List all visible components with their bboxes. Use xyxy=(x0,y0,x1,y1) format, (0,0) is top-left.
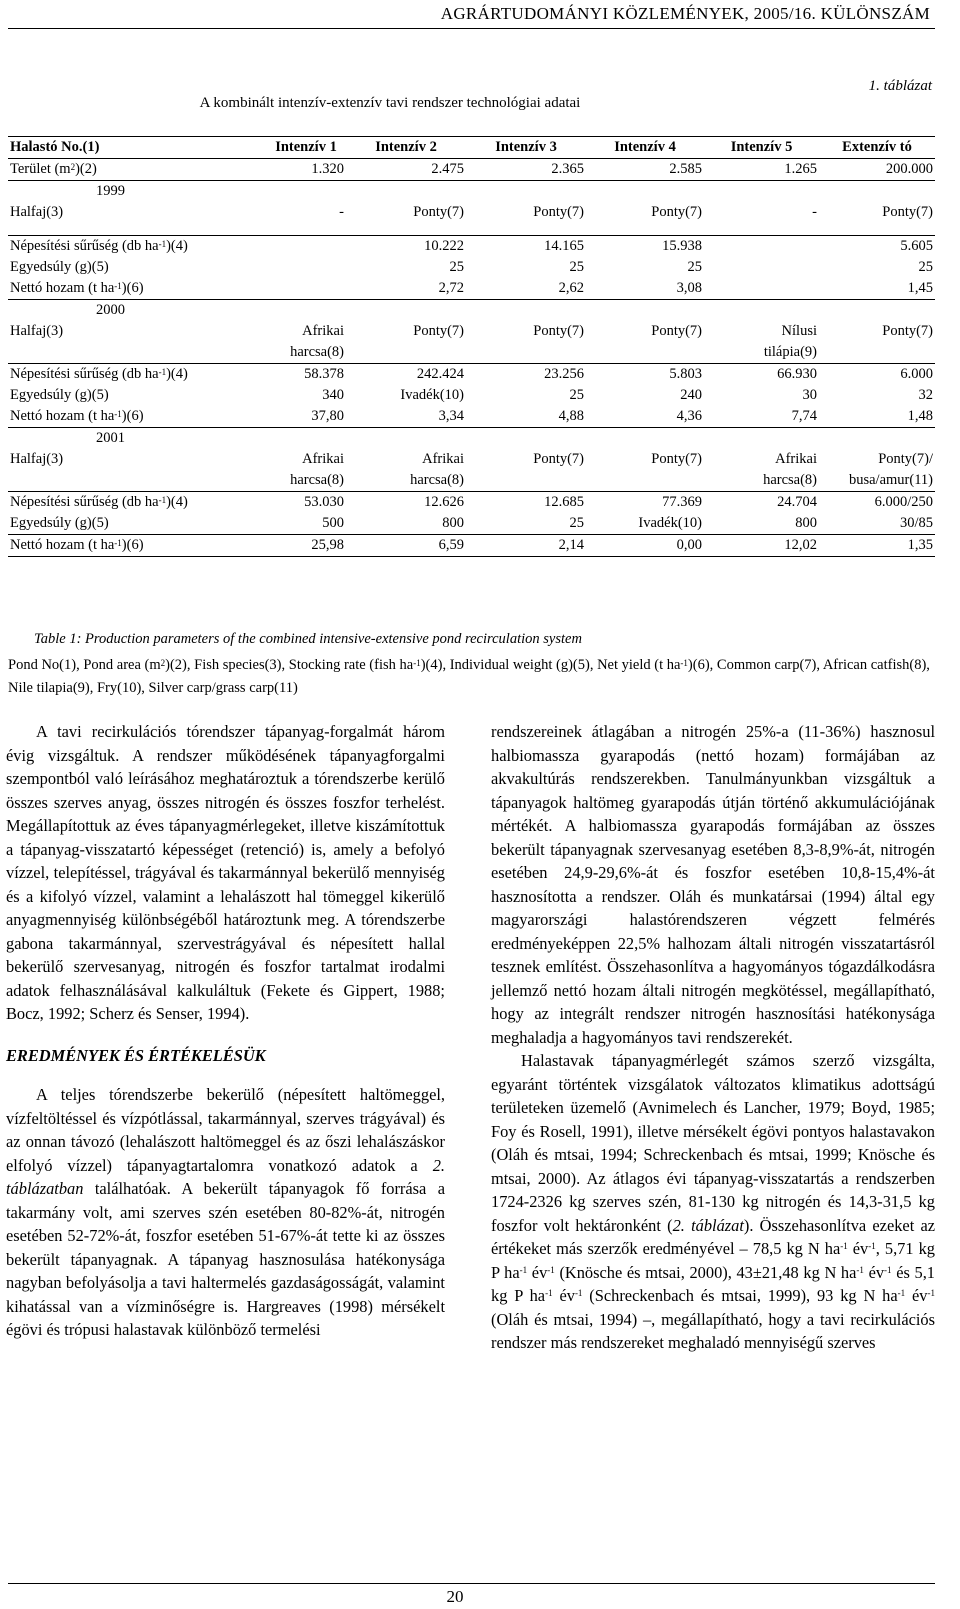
table-cell: 10.222 xyxy=(424,238,464,254)
row-label: Terület $(m^2)(2)$ xyxy=(8,159,266,181)
table-cell: 2,72 xyxy=(346,278,466,300)
row-label: Egyedsúly (g)(5) xyxy=(10,387,109,403)
table-cell: Afrikai xyxy=(302,451,344,467)
table-cell: Afrikai xyxy=(422,451,464,467)
table-cell xyxy=(586,342,704,364)
table-cell: Ponty(7) xyxy=(651,323,702,339)
row-label: Egyedsúly (g)(5) xyxy=(10,259,109,275)
area-row xyxy=(8,159,935,181)
table-cell: 30/85 xyxy=(819,513,935,535)
table-title-wrap xyxy=(0,95,960,112)
table-cell: 5.803 xyxy=(669,366,702,382)
table-cell xyxy=(704,278,819,300)
table-cell: 4,36 xyxy=(586,406,704,428)
table-cell: 25 xyxy=(687,259,702,275)
table-cell: 240 xyxy=(680,387,702,403)
table-cell: harcsa(8) xyxy=(266,470,346,492)
table-cell: 3,08 xyxy=(586,278,704,300)
table-cell: - xyxy=(812,204,817,220)
body-paragraph: Halastavak tápanyagmérlegét számos szerző vizsgálta, egyaránt történtek vizsgálatok változatos klimatikus adottságú területeken üzemelő (Avnimelech és Lancher, 1979; Boyd, 1985; Foy és Rosell, 1991), illetve mérsékelt égövi pontyos halastavakon (Oláh és mtsai, 1994; Schreckenbach és mtsai, 1999; Knösche és mtsai, 2000). Az átlagos évi tápanyag-visszatartás a rendszerben 1724-2326 kg szerves szén, 81-130 kg nitrogén és 14,3-31,5 kg foszfor volt hektáronként (2. táblázat). Összehasonlítva ezeket az értékeket más szerzők eredményével – 78,5 kg N $ha^{-1}$ $év^{-1}$, 5,71 kg P $ha^{-1}$ $év^{-1}$ (Knösche és mtsai, 2000), 43±21,48 kg N $ha^{-1}$ $év^{-1}$ és 5,1 kg P $ha^{-1}$ $év^{-1}$ (Schreckenbach és mtsai, 1999), 93 kg N $ha^{-1}$ $év^{-1}$ (Oláh és mtsai, 1994) –, megállapítható, hogy a tavi recirkulációs rendszer más rendszereket meghaladó mennyiségű szerves xyxy=(491,1051,936,1352)
table-cell: 6.000 xyxy=(900,366,933,382)
left-text-column xyxy=(6,720,445,1342)
table-cell: 1,48 xyxy=(819,406,935,428)
table-cell xyxy=(266,278,346,300)
yield-row-2000 xyxy=(8,406,935,428)
row-label: Népesítési sűrűség (db $ha^{-1})(4)$ xyxy=(10,366,188,382)
table-cell: 12.626 xyxy=(424,494,464,510)
table-cell xyxy=(704,236,819,258)
table-cell: 23.256 xyxy=(544,366,584,382)
table-title: A kombinált intenzív-extenzív tavi rendszer technológiai adatai xyxy=(199,95,581,111)
body-paragraph: rendszereinek átlagában a nitrogén 25%-a (11-36%) hasznosul halbiomassza gyarapodás (nettó hozam) formájában az akvakultúrás rendszerekben. Tanulmányunkban vizsgáltuk a tápanyagok haltömeg gyarapodás útján történő akkumulációjának mértékét. A halbiomassza gyarapodás formájában az összes bekerült tápanyagnak szervesanyag esetében 8,3-8,9%-át, nitrogén esetében 24,9-29,6%-át és foszfor esetében 10,8-15,4%-át hasznosította a rendszer. Oláh és munkatársai (1994) által egy magyarországi halastórendszeren végzett felmérés eredményeképpen 22,5% halhozam általi nitrogén visszatartásról tesznek említést. Összehasonlítva a hagyományos tógazdálkodásra jellemző nettó hozam általi nitrogén megkötéssel, megállapítható, hogy az integrált rendszer nitrogén hasznosítási hatékonysága meghaladja a hagyományos tavi rendszerekét. xyxy=(491,722,935,1047)
table-cell: 2.365 xyxy=(466,159,586,181)
density-row-1999 xyxy=(8,236,935,258)
spacer-row xyxy=(8,223,935,236)
table-cell: harcsa(8) xyxy=(346,470,466,492)
table-cell: 340 xyxy=(322,387,344,403)
table-cell: Ivadék(10) xyxy=(586,513,704,535)
table-cell: Nílusi xyxy=(781,323,817,339)
table-cell: 1.320 xyxy=(266,159,346,181)
table-cell: 5.605 xyxy=(900,238,933,254)
year-label: 2001 xyxy=(96,430,125,446)
year-row-1999 xyxy=(8,181,935,203)
table-cell: 25,98 xyxy=(266,535,346,557)
table-cell xyxy=(346,342,466,364)
table-cell: Ponty(7) xyxy=(882,323,933,339)
col-header: Intenzív 1 xyxy=(266,137,346,159)
table-cell: tilápia(9) xyxy=(704,342,819,364)
table-cell: 500 xyxy=(266,513,346,535)
table-cell: Ivadék(10) xyxy=(400,387,464,403)
table-cell: 15.938 xyxy=(662,238,702,254)
table-cell: 7,74 xyxy=(704,406,819,428)
species-row-2001 xyxy=(8,449,935,470)
table-cell: 2,62 xyxy=(466,278,586,300)
col-header: Intenzív 4 xyxy=(586,137,704,159)
table-cell: 2,14 xyxy=(466,535,586,557)
table-cell: 66.930 xyxy=(777,366,817,382)
table-cell: Ponty(7) xyxy=(533,323,584,339)
table-cell: 32 xyxy=(918,387,933,403)
table-cell: busa/amur(11) xyxy=(819,470,935,492)
density-row-2000 xyxy=(8,364,935,386)
species-row-1999 xyxy=(8,202,935,223)
table-cell xyxy=(466,342,586,364)
page-number-wrap xyxy=(0,1587,960,1607)
table-cell xyxy=(586,470,704,492)
table-cell: 4,88 xyxy=(466,406,586,428)
table-cell xyxy=(466,470,586,492)
year-row-2000 xyxy=(8,300,935,322)
table-cell: 1.265 xyxy=(704,159,819,181)
table-cell: 30 xyxy=(802,387,817,403)
table-cell: 800 xyxy=(704,513,819,535)
table-cell: 58.378 xyxy=(304,366,344,382)
table-cell: 25 xyxy=(466,513,586,535)
table-cell: Ponty(7) xyxy=(882,204,933,220)
table-caption-english: Table 1: Production parameters of the combined intensive-extensive pond recirculation system xyxy=(34,631,582,647)
table-cell: 12.685 xyxy=(544,494,584,510)
table-cell xyxy=(819,342,935,364)
table-cell: 14.165 xyxy=(544,238,584,254)
table-cell: 200.000 xyxy=(819,159,935,181)
section-heading: EREDMÉNYEK ÉS ÉRTÉKELÉSÜK xyxy=(6,1045,266,1065)
row-label: Nettó hozam (t $ha^{-1})(6)$ xyxy=(8,535,266,557)
table-cell: 25 xyxy=(449,259,464,275)
table-cell: Ponty(7) xyxy=(413,204,464,220)
table-cell xyxy=(266,236,346,258)
table-cell: Ponty(7) xyxy=(651,204,702,220)
table-cell: 37,80 xyxy=(266,406,346,428)
year-row-2001 xyxy=(8,428,935,450)
year-label: 2000 xyxy=(96,302,125,318)
table-cell: harcsa(8) xyxy=(266,342,346,364)
table-cell: 2.585 xyxy=(586,159,704,181)
table-cell: 1,35 xyxy=(819,535,935,557)
weight-row-2000 xyxy=(8,385,935,406)
table-cell: 25 xyxy=(569,259,584,275)
table-cell: 800 xyxy=(346,513,466,535)
table-number: 1. táblázat xyxy=(868,78,932,94)
row-label: Halfaj(3) xyxy=(10,204,64,220)
yield-row-2001 xyxy=(8,535,935,557)
table-legend-english: Pond No(1), Pond area $(m^2)(2)$, Fish species(3), Stocking rate (fish $ha^{-1})(4)$, Individual weight (g)(5), Net yield (t $ha^{-1})(6)$, Common carp(7), African catfish(8), Nile tilapia(9), Fry(10), Silver carp/grass carp(11) xyxy=(8,657,930,696)
table-cell: 3,34 xyxy=(346,406,466,428)
table-cell xyxy=(266,257,346,278)
technology-data-table xyxy=(8,136,935,557)
col-header: Extenzív tó xyxy=(819,137,935,159)
table-header-row xyxy=(8,137,935,159)
species-row-2000 xyxy=(8,321,935,342)
row-label: Halfaj(3) xyxy=(10,323,64,339)
table-cell: Ponty(7) xyxy=(533,451,584,467)
col-header: Intenzív 5 xyxy=(704,137,819,159)
table-cell: Afrikai xyxy=(302,323,344,339)
body-paragraph: A teljes tórendszerbe bekerülő (népesített haltömeggel, vízfeltöltéssel és vízpótlással, takarmánnyal, szerves trágyával) és az onnan távozó (lehalászott haltömeggel és az őszi lehalászáskor elfolyó vízzel) tápanyagtartalomra vonatkozó adatok a 2. táblázatban találhatóak. A bekerült tápanyagok fő forrása a takarmány volt, ami szerves szén esetében 80-82%-át, nitrogén esetében 52-72%-át, foszfor esetében 51-67%-át tette ki az összes bekerült tápanyagnak. A tápanyag hasznosulása hatékonysága nagyban befolyásolja a tavi haltermelés gazdaságosságát, valamint kihatással van a vízminőségre is. Hargreaves (1998) mérsékelt égövi és trópusi halastavak különböző termelési xyxy=(6,1085,445,1339)
row-label: Népesítési sűrűség (db $ha^{-1})(4)$ xyxy=(10,494,188,510)
table-cell: 1,45 xyxy=(819,278,935,300)
table-cell: 77.369 xyxy=(662,494,702,510)
table-reference: 2. táblázatban xyxy=(6,1155,445,1198)
table-cell: 12,02 xyxy=(704,535,819,557)
col-header: Intenzív 2 xyxy=(346,137,466,159)
col-header: Halastó No.(1) xyxy=(8,137,266,159)
species-row-2001-cont xyxy=(8,470,935,492)
table-cell: Ponty(7) xyxy=(413,323,464,339)
body-paragraph: A tavi recirkulációs tórendszer tápanyag-forgalmát három évig vizsgáltuk. A rendszer működésének tápanyagforgalmi szempontból való leírásához meghatároztuk a tórendszerbe kerülő összes szerves anyag, összes nitrogén és összes foszfor terhelést. Megállapítottuk az éves tápanyagmérlegeket, illetve kiszámítottuk a tápanyag-visszatartó képességet (retenció) is, amely a befolyó vízzel, telepítéssel, trágyával és takarmánnyal bekerülő mennyiség és a kifolyó vízzel, valamint a lehalászott hal tömeggel kikerülő anyagmennyiség különbségéből határoztunk meg. A tórendszerbe gabona takarmánnyal, szervestrágyával és népesített hallal bekerülő szervesanyag, nitrogén és foszfor tartalmat irodalmi adatok felhasználásával kalkuláltuk (Fekete és Gippert, 1988; Bocz, 1992; Scherz és Senser, 1994). xyxy=(6,722,445,1023)
row-label: Nettó hozam (t $ha^{-1})(6)$ xyxy=(8,278,266,300)
table-cell: 6,59 xyxy=(346,535,466,557)
species-row-2000-cont xyxy=(8,342,935,364)
table-cell: Ponty(7) xyxy=(651,451,702,467)
row-label: Halfaj(3) xyxy=(10,451,64,467)
footer-rule xyxy=(8,1583,935,1584)
weight-row-2001 xyxy=(8,513,935,535)
row-label: Nettó hozam (t $ha^{-1})(6)$ xyxy=(8,406,266,428)
table-cell: 24.704 xyxy=(777,494,817,510)
year-label: 1999 xyxy=(96,183,125,199)
table-cell: 242.424 xyxy=(416,366,464,382)
table-cell: 25 xyxy=(918,259,933,275)
header-rule xyxy=(8,28,935,29)
row-label: Egyedsúly (g)(5) xyxy=(8,513,266,535)
col-header: Intenzív 3 xyxy=(466,137,586,159)
table-cell: 2.475 xyxy=(346,159,466,181)
density-row-2001 xyxy=(8,492,935,514)
table-cell xyxy=(704,257,819,278)
table-cell: harcsa(8) xyxy=(704,470,819,492)
table-cell: Ponty(7)/ xyxy=(878,451,933,467)
table-cell: Ponty(7) xyxy=(533,204,584,220)
row-label: Népesítési sűrűség (db $ha^{-1})(4)$ xyxy=(10,238,188,254)
right-text-column xyxy=(491,720,935,1355)
table-cell: - xyxy=(339,204,344,220)
table-reference: 2. táblázat xyxy=(672,1215,744,1235)
page-number: 20 xyxy=(446,1587,464,1606)
yield-row-1999 xyxy=(8,278,935,300)
journal-header: AGRÁRTUDOMÁNYI KÖZLEMÉNYEK, 2005/16. KÜLÖNSZÁM xyxy=(440,4,930,23)
table-cell: 0,00 xyxy=(586,535,704,557)
table-cell: 25 xyxy=(569,387,584,403)
table-cell: Afrikai xyxy=(775,451,817,467)
table-cell: 6.000/250 xyxy=(874,494,933,510)
table-cell: 53.030 xyxy=(304,494,344,510)
weight-row-1999 xyxy=(8,257,935,278)
